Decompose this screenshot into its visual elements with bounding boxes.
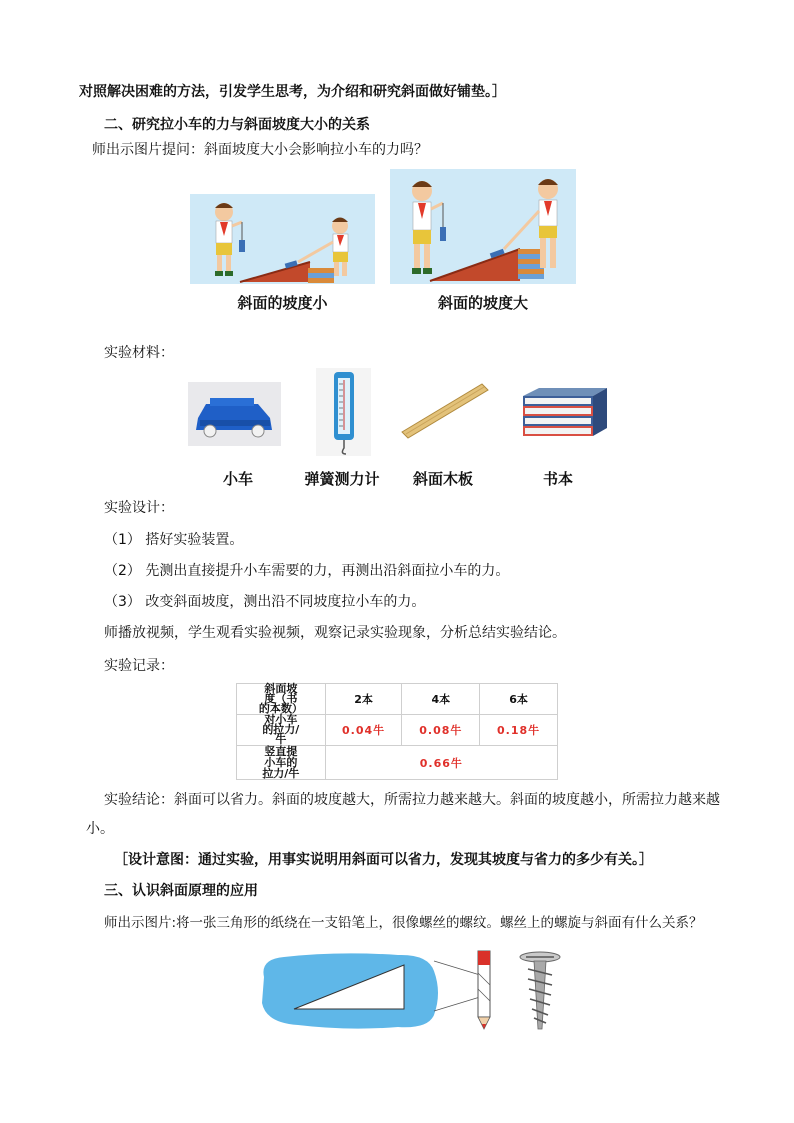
slope-small-illustration xyxy=(190,194,375,284)
table-header-cell xyxy=(237,684,326,715)
toy-car-image xyxy=(188,382,281,446)
caption-slope-large: 斜面的坡度大 xyxy=(437,294,528,312)
screw-incline-illustration xyxy=(258,945,563,1040)
spring-scale-image xyxy=(316,368,371,456)
wooden-board-image xyxy=(398,378,492,442)
header-line: 拉力/牛 xyxy=(262,767,300,780)
column-header-4-books: 4本 xyxy=(402,684,480,715)
design-label: 实验设计： xyxy=(104,500,174,516)
material-label-scale: 弹簧测力计 xyxy=(304,470,380,488)
video-paragraph: 师播放视频，学生观看实验视频，观察记录实验现象，分析总结实验结论。 xyxy=(104,625,566,641)
design-step-2: （2） 先测出直接提升小车需要的力，再测出沿斜面拉小车的力。 xyxy=(104,563,510,579)
record-label: 实验记录： xyxy=(104,658,174,674)
header-line: 竖直提 xyxy=(264,745,298,758)
column-header-6-books: 6本 xyxy=(480,684,558,715)
pull-force-2-books: 0.04牛 xyxy=(325,715,402,746)
table-row xyxy=(237,684,558,715)
table-row xyxy=(237,746,558,780)
section3-title: 三、认识斜面原理的应用 xyxy=(104,883,258,899)
header-line: 对小车 xyxy=(264,713,298,726)
header-line: 斜面坡 xyxy=(264,682,298,695)
pull-force-6-books: 0.18牛 xyxy=(480,715,558,746)
table-header-cell xyxy=(237,715,326,746)
table-header-cell xyxy=(237,746,326,780)
design-step-3: （3） 改变斜面坡度，测出沿不同坡度拉小车的力。 xyxy=(104,594,426,610)
intro-paragraph-tail: 对照解决困难的方法，引发学生思考，为介绍和研究斜面做好铺垫。］ xyxy=(79,84,506,100)
teacher-screw-question: 师出示图片:将一张三角形的纸绕在一支铅笔上，很像螺丝的螺纹。螺丝上的螺旋与斜面有什么关系？ xyxy=(104,915,703,931)
header-line: 小车的 xyxy=(264,756,298,769)
conclusion-line-2: 小。 xyxy=(86,821,114,837)
design-intent: ［设计意图：通过实验，用事实说明用斜面可以省力，发现其坡度与省力的多少有关。］ xyxy=(114,852,653,868)
record-table xyxy=(236,683,558,780)
header-line: 的拉力/ xyxy=(262,723,300,736)
material-label-car: 小车 xyxy=(222,470,253,488)
header-line: 度（书 xyxy=(264,692,298,705)
column-header-2-books: 2本 xyxy=(325,684,402,715)
material-label-books: 书本 xyxy=(542,470,573,488)
section2-title: 二、研究拉小车的力与斜面坡度大小的关系 xyxy=(104,117,370,133)
teacher-question: 师出示图片提问：斜面坡度大小会影响拉小车的力吗？ xyxy=(92,142,428,158)
design-step-1: （1） 搭好实验装置。 xyxy=(104,532,244,548)
header-line: 牛 xyxy=(275,733,287,746)
slope-large-illustration xyxy=(390,169,576,284)
materials-label: 实验材料： xyxy=(104,345,174,361)
vertical-lift-force: 0.66牛 xyxy=(325,746,557,780)
conclusion-line-1: 实验结论：斜面可以省力。斜面的坡度越大，所需拉力越来越大。斜面的坡度越小，所需拉力越来越 xyxy=(104,792,720,808)
books-image xyxy=(517,386,612,438)
material-label-board: 斜面木板 xyxy=(412,470,473,488)
header-line: 的本数） xyxy=(258,702,303,715)
table-row xyxy=(237,715,558,746)
caption-slope-small: 斜面的坡度小 xyxy=(237,294,328,312)
pull-force-4-books: 0.08牛 xyxy=(402,715,480,746)
